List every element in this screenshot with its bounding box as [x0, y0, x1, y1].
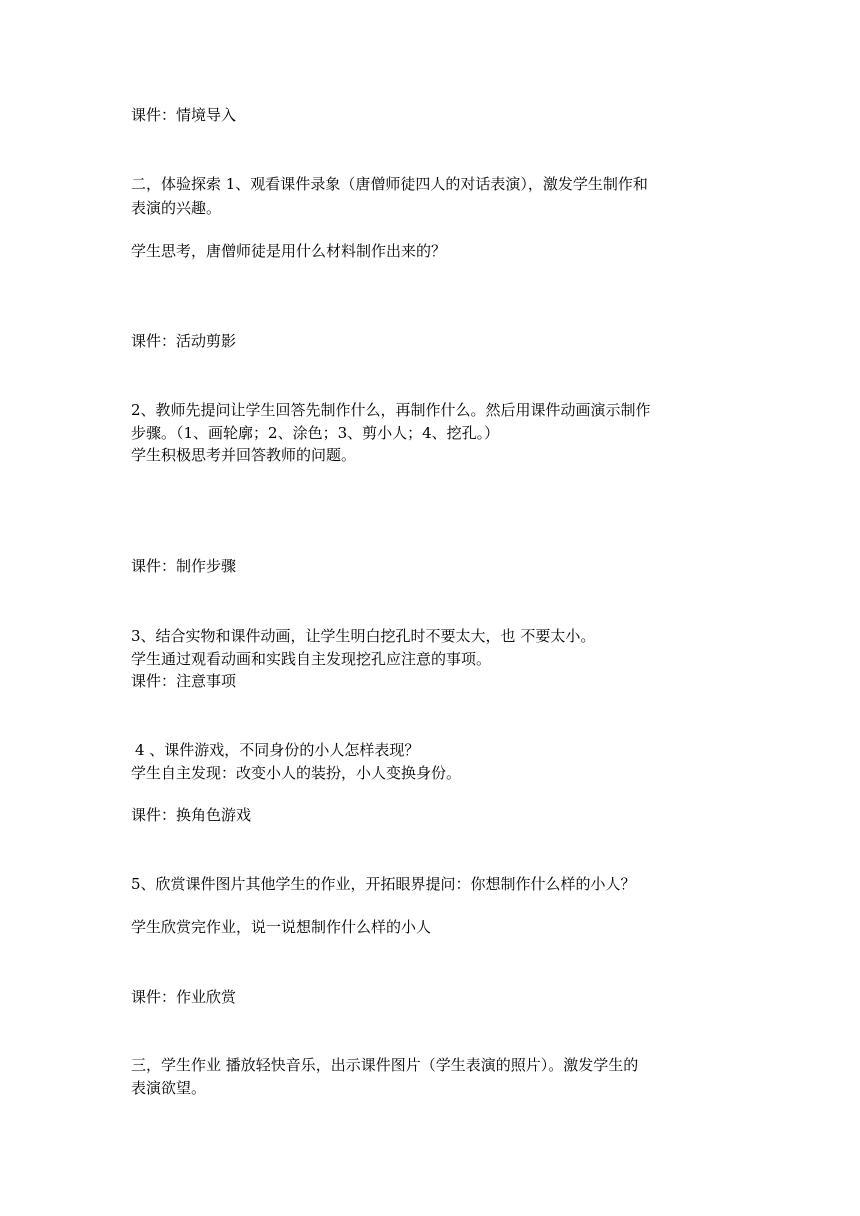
- step-4-line-1: 4 、课件游戏，不同身份的小人怎样表现？: [135, 741, 420, 759]
- step-3-line-2: 学生通过观看动画和实践自主发现挖孔应注意的事项。: [131, 650, 492, 668]
- courseware-label-activity: 课件：活动剪影: [131, 332, 237, 350]
- student-thinking-line: 学生思考，唐僧师徒是用什么材料制作出来的？: [131, 242, 447, 260]
- step-2-line-3: 学生积极思考并回答教师的问题。: [131, 446, 357, 464]
- courseware-label-works: 课件：作业欣赏: [131, 988, 237, 1006]
- step-5-line-1: 5、欣赏课件图片其他学生的作业，开拓眼界提问：你想制作什么样的小人？: [131, 875, 636, 893]
- step-3-line-1: 3、结合实物和课件动画，让学生明白挖孔时不要太大，也 不要太小。: [131, 627, 596, 645]
- section-2-line-2: 表演的兴趣。: [131, 199, 222, 217]
- section-3-line-1: 三，学生作业 播放轻快音乐，出示课件图片（学生表演的照片）。激发学生的: [131, 1056, 639, 1074]
- courseware-label-notes: 课件：注意事项: [131, 672, 237, 690]
- courseware-label-intro: 课件：情境导入: [131, 106, 237, 124]
- step-5-line-2: 学生欣赏完作业，说一说想制作什么样的小人: [131, 918, 432, 936]
- courseware-label-role-game: 课件：换角色游戏: [131, 806, 252, 824]
- step-4-line-2: 学生自主发现：改变小人的装扮，小人变换身份。: [131, 764, 462, 782]
- step-2-line-2: 步骤。（1、画轮廓；2、涂色；3、剪小人；4、挖孔。）: [131, 424, 500, 442]
- section-3-line-2: 表演欲望。: [131, 1079, 207, 1097]
- step-2-line-1: 2、教师先提问让学生回答先制作什么，再制作什么。然后用课件动画演示制作: [131, 401, 651, 419]
- section-2-line-1: 二，体验探索 1、观看课件录象（唐僧师徒四人的对话表演），激发学生制作和: [131, 175, 648, 193]
- courseware-label-steps: 课件：制作步骤: [131, 557, 237, 575]
